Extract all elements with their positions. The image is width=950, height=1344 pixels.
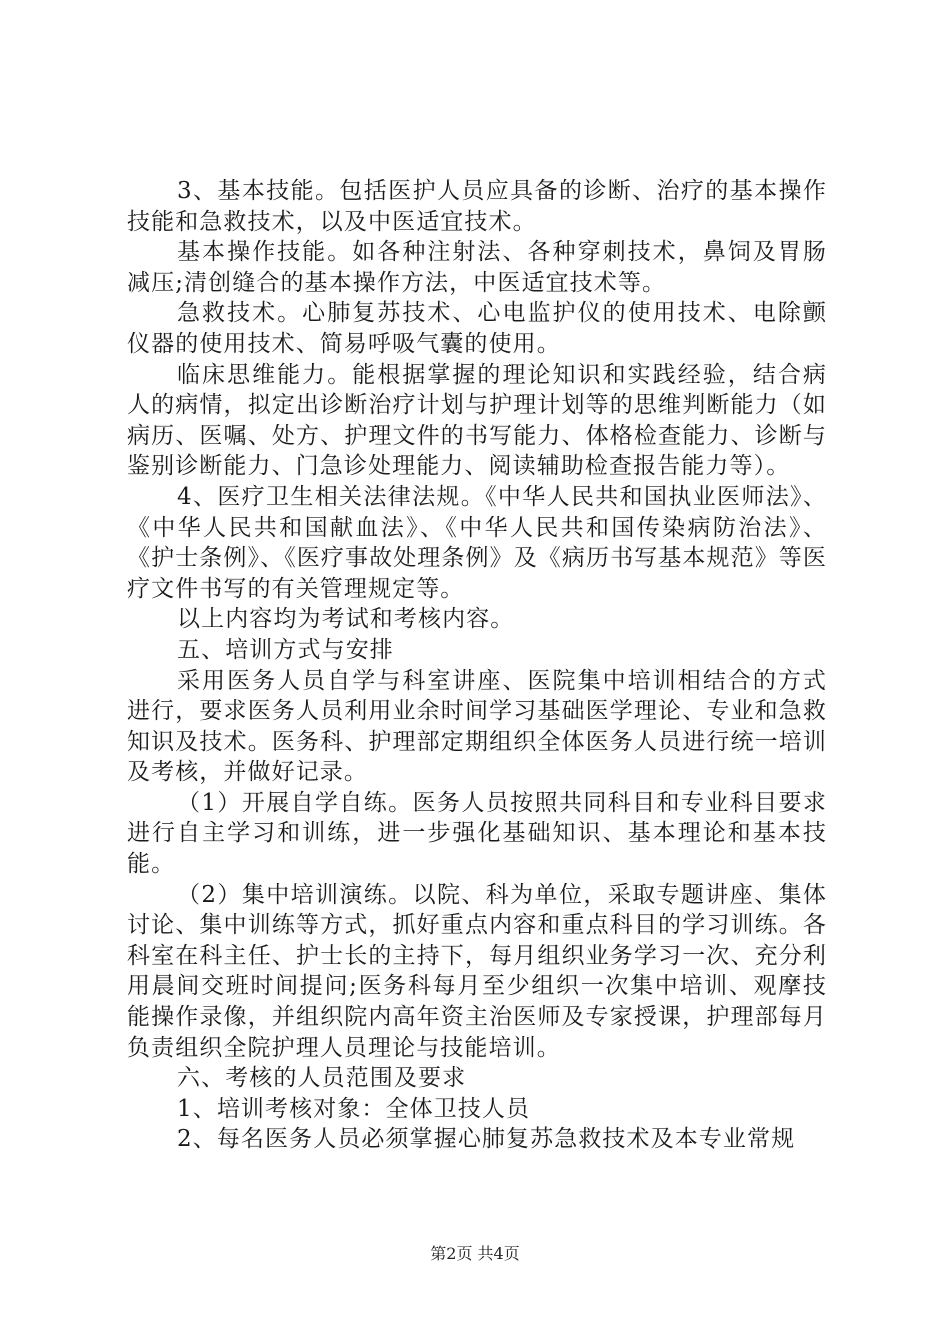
paragraph-assessment-target: 1、培训考核对象：全体卫技人员 [177,1095,531,1122]
paragraph-self-study: （1）开展自学自练。医务人员按照共同科目和专业科目要求进行自主学习和训练，进一步强化基础知识、基本理论和基本技能。 [127,789,827,878]
paragraph-training-approach: 采用医务人员自学与科室讲座、医院集中培训相结合的方式进行，要求医务人员利用业余时间学习基础医学理论、专业和急救知识及技术。医务科、护理部定期组织全体医务人员进行统一培训及考核，并做好记录。 [127,667,827,786]
paragraph-emergency-skills: 急救技术。心肺复苏技术、心电监护仪的使用技术、电除颤仪器的使用技术、简易呼吸气囊的使用。 [127,300,827,357]
section-heading-assessment-scope: 六、考核的人员范围及要求 [177,1065,467,1092]
paragraph-basic-skills: 3、基本技能。包括医护人员应具备的诊断、治疗的基本操作技能和急救技术，以及中医适宜技术。 [127,178,827,235]
paragraph-basic-operation: 基本操作技能。如各种注射法、各种穿刺技术，鼻饲及胃肠减压;清创缝合的基本操作方法，中医适宜技术等。 [127,239,827,296]
paragraph-exam-content: 以上内容均为考试和考核内容。 [177,606,515,633]
paragraph-laws-regulations: 4、医疗卫生相关法律法规。《中华人民共和国执业医师法》、《中华人民共和国献血法》、《中华人民共和国传染病防治法》、《护士条例》、《医疗事故处理条例》及《病历书写基本规范》等医疗文件书写的有关管理规定等。 [127,483,827,602]
section-heading-training-methods: 五、培训方式与安排 [177,636,394,663]
paragraph-cpr-requirement: 2、每名医务人员必须掌握心肺复苏急救技术及本专业常规 [177,1126,796,1153]
page-number-footer: 第2页 共4页 [430,1244,520,1263]
paragraph-centralized-training: （2）集中培训演练。以院、科为单位，采取专题讲座、集体讨论、集中训练等方式，抓好重点内容和重点科目的学习训练。各科室在科主任、护士长的主持下，每月组织业务学习一次、充分利用晨间交班时间提问;医务科每月至少组织一次集中培训、观摩技能操作录像，并组织院内高年资主治医师及专家授课，护理部每月负责组织全院护理人员理论与技能培训。 [127,881,827,1061]
document-body [127,176,827,1155]
paragraph-clinical-thinking: 临床思维能力。能根据掌握的理论知识和实践经验，结合病人的病情，拟定出诊断治疗计划与护理计划等的思维判断能力（如病历、医嘱、处方、护理文件的书写能力、体格检查能力、诊断与鉴别诊断能力、门急诊处理能力、阅读辅助检查报告能力等）。 [127,361,827,480]
